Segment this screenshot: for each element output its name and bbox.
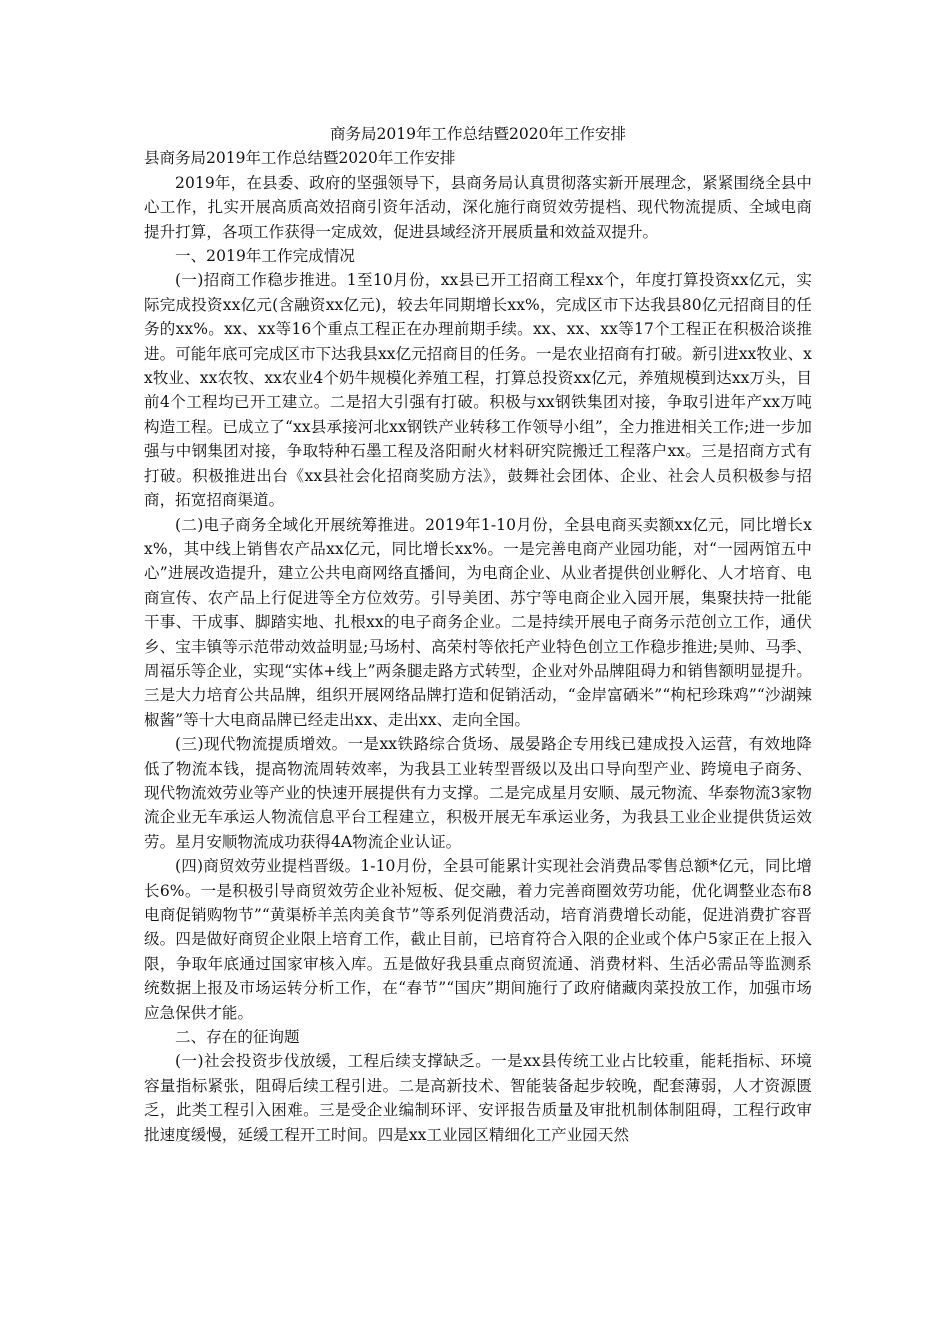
paragraph-investment: (一)招商工作稳步推进。1至10月份，xx县已开工招商工程xx个，年度打算投资xx亿元，实际完成投资xx亿元(含融资xx亿元)，较去年同期增长xx%，完成区市下达我县80亿元招商目的任务的xx%。xx、xx等16个重点工程正在办理前期手续。xx、xx、xx等17个工程正在积极洽谈推进。可能年底可完成区市下达我县xx亿元招商目的任务。一是农业招商有打破。新引进xx牧业、xx牧业、xx农牧、xx农业4个奶牛规模化养殖工程，打算总投资xx亿元，养殖规模到达xx万头，目前4个工程均已开工建立。二是招大引强有打破。积极与xx钢铁集团对接，争取引进年产xx万吨构造工程。已成立了“xx县承接河北xx钢铁产业转移工作领导小组”，全力推进相关工作;进一步加强与中钢集团对接，争取特种石墨工程及洛阳耐火材料研究院搬迁工程落户xx。三是招商方式有打破。积极推进出台《xx县社会化招商奖励方法》，鼓舞社会团体、企业、社会人员积极参与招商，拓宽招商渠道。 [144, 271, 812, 510]
paragraph-logistics: (三)现代物流提质增效。一是xx铁路综合货场、晟晏路企专用线已建成投入运营，有效地降低了物流本钱，提高物流周转效率，为我县工业转型晋级以及出口导向型产业、跨境电子商务、现代物流效劳业等产业的快速开展提供有力支撑。二是完成星月安顺、晟元物流、华泰物流3家物流企业无车承运人物流信息平台工程建立，积极开展无车承运业务，为我县工业企业提供货运效劳。星月安顺物流成功获得4A物流企业认证。 [144, 735, 812, 851]
paragraph-intro: 2019年，在县委、政府的坚强领导下，县商务局认真贯彻落实新开展理念，紧紧围绕全县中心工作，扎实开展高质高效招商引资年活动，深化施行商贸效劳提档、现代物流提质、全域电商提升打算，各项工作获得一定成效，促进县域经济开展质量和效益双提升。 [144, 173, 812, 241]
document-title: 商务局2019年工作总结暨2020年工作安排 [330, 125, 626, 143]
paragraph-ecommerce: (二)电子商务全域化开展统筹推进。2019年1-10月份，全县电商买卖额xx亿元，同比增长xx%，其中线上销售农产品xx亿元，同比增长xx%。一是完善电商产业园功能，对“一园两馆五中心”进展改造提升，建立公共电商网络直播间，为电商企业、从业者提供创业孵化、人才培育、电商宣传、农产品上行促进等全方位效劳。引导美团、苏宁等电商企业入园开展，集聚扶持一批能干事、干成事、脚踏实地、扎根xx的电子商务企业。二是持续开展电子商务示范创立工作，通伏乡、宝丰镇等示范带动效益明显;马场村、高荣村等依托产业特色创立工作稳步推进;昊帅、马季、周福乐等企业，实现“实体+线上”两条腿走路方式转型，企业对外品牌阻碍力和销售额明显提升。三是大力培育公共品牌，组织开展网络品牌打造和促销活动，“金岸富硒米”“枸杞珍珠鸡”“沙湖辣椒酱”等十大电商品牌已经走出xx、走出xx、走向全国。 [144, 515, 812, 729]
section-heading-completion: 一、2019年工作完成情况 [175, 247, 355, 266]
document-subtitle: 县商务局2019年工作总结暨2020年工作安排 [144, 149, 456, 168]
paragraph-trade-services: (四)商贸效劳业提档晋级。1-10月份，全县可能累计实现社会消费品零售总额*亿元，同比增长6%。一是积极引导商贸效劳企业补短板、促交融，着力完善商圈效劳功能，优化调整业态布8电商促销购物节”“黄渠桥羊羔肉美食节”等系列促消费活动，培育消费增长动能，促进消费扩容晋级。四是做好商贸企业限上培育工作，截止目前，已培育符合入限的企业或个体户5家正在上报入限，争取年底通过国家审核入库。五是做好我县重点商贸流通、消费材料、生活必需品等监测系统数据上报及市场运转分析工作，在“春节”“国庆”期间施行了政府储藏肉菜投放工作，加强市场应急保供才能。 [144, 857, 812, 1022]
section-heading-problems: 二、存在的征询题 [175, 1028, 300, 1047]
document-body [144, 122, 812, 1147]
paragraph-problems-investment: (一)社会投资步伐放缓，工程后续支撑缺乏。一是xx县传统工业占比较重，能耗指标、环境容量指标紧张，阻碍后续工程引进。二是高新技术、智能装备起步较晚，配套薄弱，人才资源匮乏，此类工程引入困难。三是受企业编制环评、安评报告质量及审批机制体制阻碍，工程行政审批速度缓慢，延缓工程开工时间。四是xx工业园区精细化工产业园天然 [144, 1052, 812, 1144]
